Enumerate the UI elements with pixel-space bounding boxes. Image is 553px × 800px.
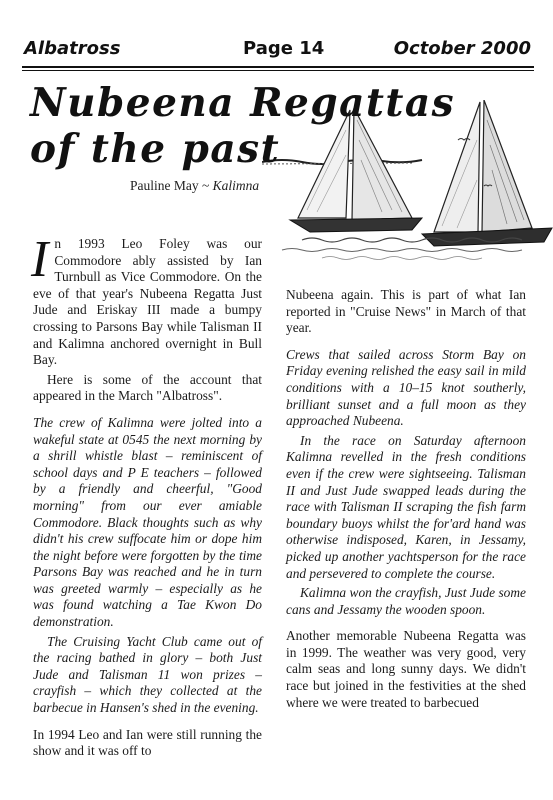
paragraph: Nubeena again. This is part of what Ian reported in "Cruise News" in March of that year. (286, 287, 526, 336)
paragraph: In 1994 Leo and Ian were still running the show and it was off to (33, 726, 262, 759)
drop-cap: I (31, 231, 49, 288)
page-header (0, 34, 553, 62)
quoted-paragraph: The crew of Kalimna were jolted into a wakeful state at 0545 the next morning by a shrill whistle blast – reminiscent of school days and P E teachers – followed by a friendly and cheerful, "Good morning" from our ever amiable Commodore. Black thoughts such as why didn't his crew suffocate him or dope him the night before were forgotten by the time Parsons Bay was reached and he in turn was greeted warmly – especially as he was found watching a Tae Kwon Do demonstration. (33, 414, 262, 630)
header-rule-top (22, 66, 534, 68)
quoted-paragraph: In the race on Saturday afternoon Kalimna revelled in the fresh conditions even if the crew were sightseeing. Talisman II and Just Jude swapped leads during the race with Talisman II scraping the fish farm boundary buoys whilst the for'ard hand was otherwise indisposed, Karen, in Jessamy, picked up another yachtsperson for the race and persevered to complete the course. (286, 432, 526, 581)
title-line-2: of the past (30, 126, 281, 172)
left-column (31, 231, 262, 763)
article-title (30, 80, 455, 172)
issue-date: October 2000 (393, 38, 531, 59)
quoted-paragraph: The Cruising Yacht Club came out of the racing bathed in glory – both Just Jude and Talisman 11 won prizes – crayfish – which they collected at the barbecue in Hansen's shed in the evening. (33, 633, 262, 716)
page-number: Page 14 (243, 38, 325, 59)
paragraph: Here is some of the account that appeared in the March "Albatross". (33, 371, 262, 404)
author-name: Pauline May ~ (130, 178, 210, 193)
paragraph: Another memorable Nubeena Regatta was in 1999. The weather was very good, very calm seas and long sunny days. We didn't race but joined in the festivities at the shed where we were treated to barbecued (286, 628, 526, 710)
author-boat: Kalimna (212, 178, 260, 193)
publication-name: Albatross (24, 38, 121, 59)
header-rule-bottom (22, 70, 534, 71)
quoted-paragraph: Kalimna won the crayfish, Just Jude some cans and Jessamy the wooden spoon. (286, 585, 526, 617)
title-line-1: Nubeena Regattas (30, 80, 456, 126)
right-column (286, 287, 526, 714)
paragraph-intro: In 1993 Leo Foley was our Commodore ably assisted by Ian Turnbull as Vice Commodore. On the eve of that year's Nubeena Regatta Just Jude and Eriskay III made a bumpy crossing to Parsons Bay while Talisman II and Kalimna anchored overnight in Bull Bay. (31, 231, 262, 368)
quoted-paragraph: Crews that sailed across Storm Bay on Friday evening relished the easy sail in mild conditions with a 10–15 knot southerly, brilliant sunset and a full moon as they approached Nubeena. (286, 346, 526, 429)
byline (130, 178, 259, 194)
